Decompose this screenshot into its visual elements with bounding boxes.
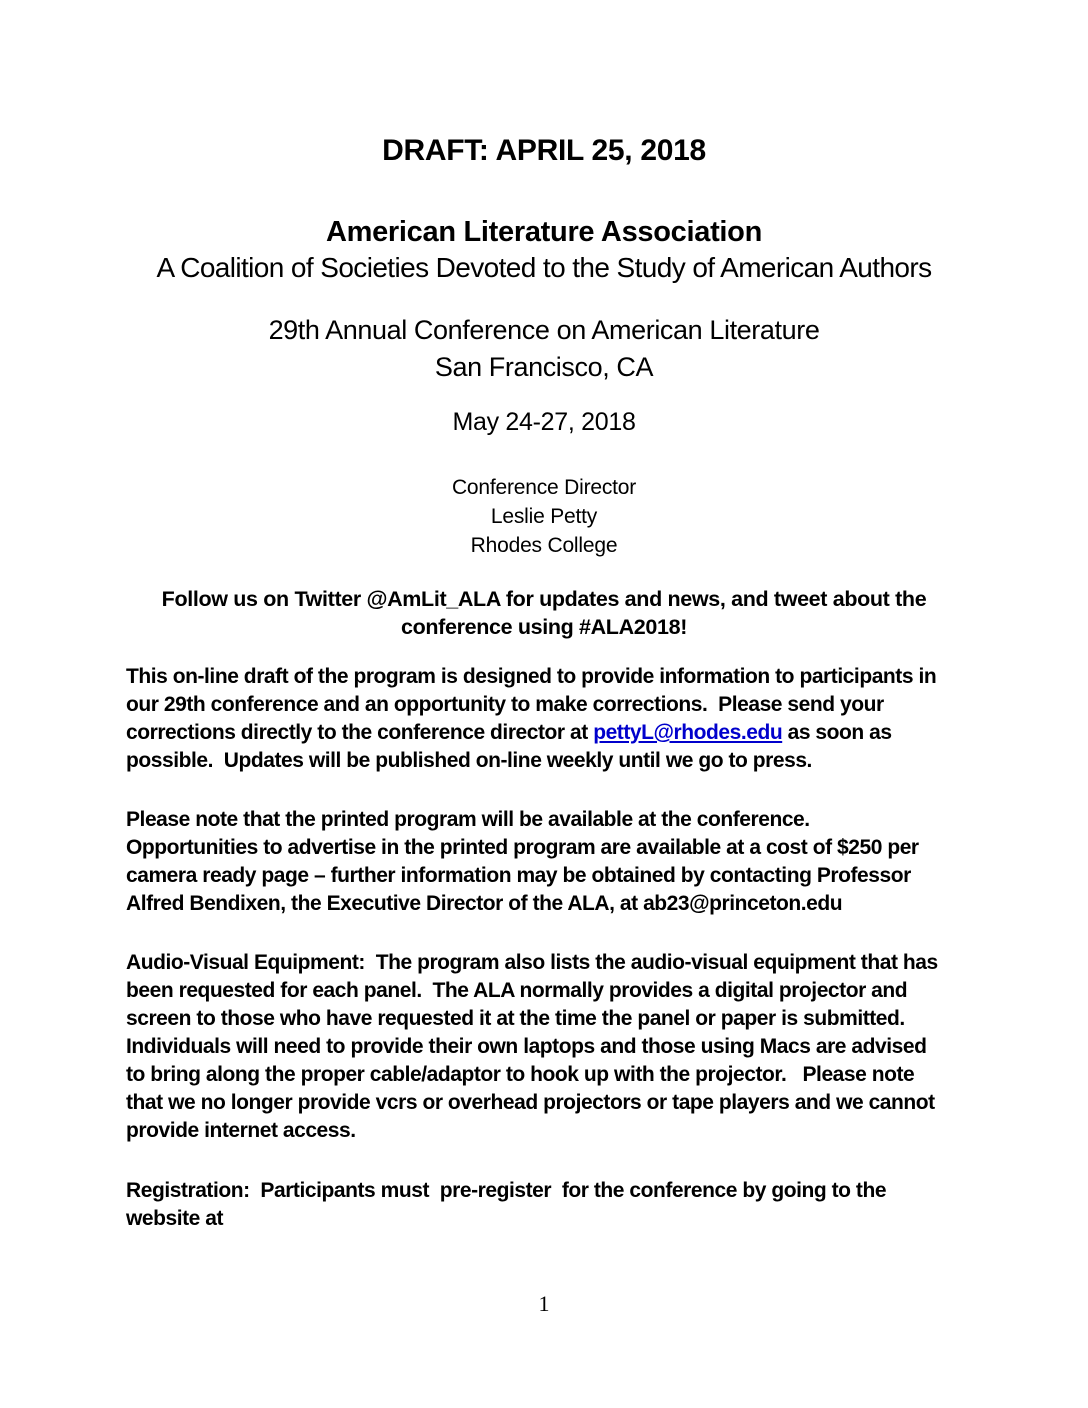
intro-line-3-post: as soon as <box>782 721 892 744</box>
organization-title: American Literature Association <box>325 216 763 248</box>
av-equipment-line-2: been requested for each panel. The ALA normally provides a digital projector and <box>126 979 908 1002</box>
director-email-link[interactable]: pettyL@rhodes.edu <box>593 721 783 744</box>
av-equipment-line-3: screen to those who have requested it at the time the panel or paper is submitted. <box>126 1007 905 1030</box>
twitter-notice <box>0 585 1088 641</box>
intro-paragraph <box>126 663 960 775</box>
intro-line-4: possible. Updates will be published on-line weekly until we go to press. <box>126 749 812 772</box>
twitter-notice-line-1: Follow us on Twitter @AmLit_ALA for updates and news, and tweet about the <box>161 587 927 611</box>
twitter-notice-line-2: conference using #ALA2018! <box>400 615 688 639</box>
av-equipment-line-6: that we no longer provide vcrs or overhead projectors or tape players and we cannot <box>126 1091 935 1114</box>
director-label: Conference Director <box>451 476 637 499</box>
intro-line-3-pre: corrections directly to the conference director at <box>126 721 594 744</box>
av-equipment-line-7: provide internet access. <box>126 1119 356 1142</box>
av-equipment-line-1: Audio-Visual Equipment: The program also lists the audio-visual equipment that has <box>126 951 938 974</box>
intro-line-2: our 29th conference and an opportunity to make corrections. Please send your <box>126 693 884 716</box>
draft-date-heading: DRAFT: APRIL 25, 2018 <box>382 134 706 167</box>
advertising-line-4: Alfred Bendixen, the Executive Director of the ALA, at ab23@princeton.edu <box>126 892 843 915</box>
advertising-line-3: camera ready page – further information may be obtained by contacting Professor <box>126 864 911 887</box>
conference-location: San Francisco, CA <box>434 352 654 382</box>
conference-dates: May 24-27, 2018 <box>452 408 636 436</box>
advertising-paragraph <box>126 806 960 918</box>
av-equipment-line-5: to bring along the proper cable/adaptor to hook up with the projector. Please note <box>126 1063 915 1086</box>
registration-line-1: Registration: Participants must pre-register for the conference by going to the <box>126 1179 887 1202</box>
director-affiliation: Rhodes College <box>470 534 618 557</box>
intro-line-3 <box>126 719 960 747</box>
registration-line-2: website at <box>126 1207 224 1230</box>
advertising-line-1: Please note that the printed program will be available at the conference. <box>126 808 810 831</box>
registration-paragraph <box>126 1177 960 1233</box>
intro-line-1: This on-line draft of the program is designed to provide information to participants in <box>126 665 937 688</box>
conference-title: 29th Annual Conference on American Literature <box>268 315 820 345</box>
advertising-line-2: Opportunities to advertise in the printed program are available at a cost of $250 per <box>126 836 919 859</box>
director-name: Leslie Petty <box>490 505 598 528</box>
organization-tagline: A Coalition of Societies Devoted to the Study of American Authors <box>156 252 932 283</box>
av-equipment-line-4: Individuals will need to provide their own laptops and those using Macs are advised <box>126 1035 927 1058</box>
conference-director-block <box>0 473 1088 560</box>
av-equipment-paragraph <box>126 949 960 1145</box>
page-number: 1 <box>538 1291 550 1316</box>
